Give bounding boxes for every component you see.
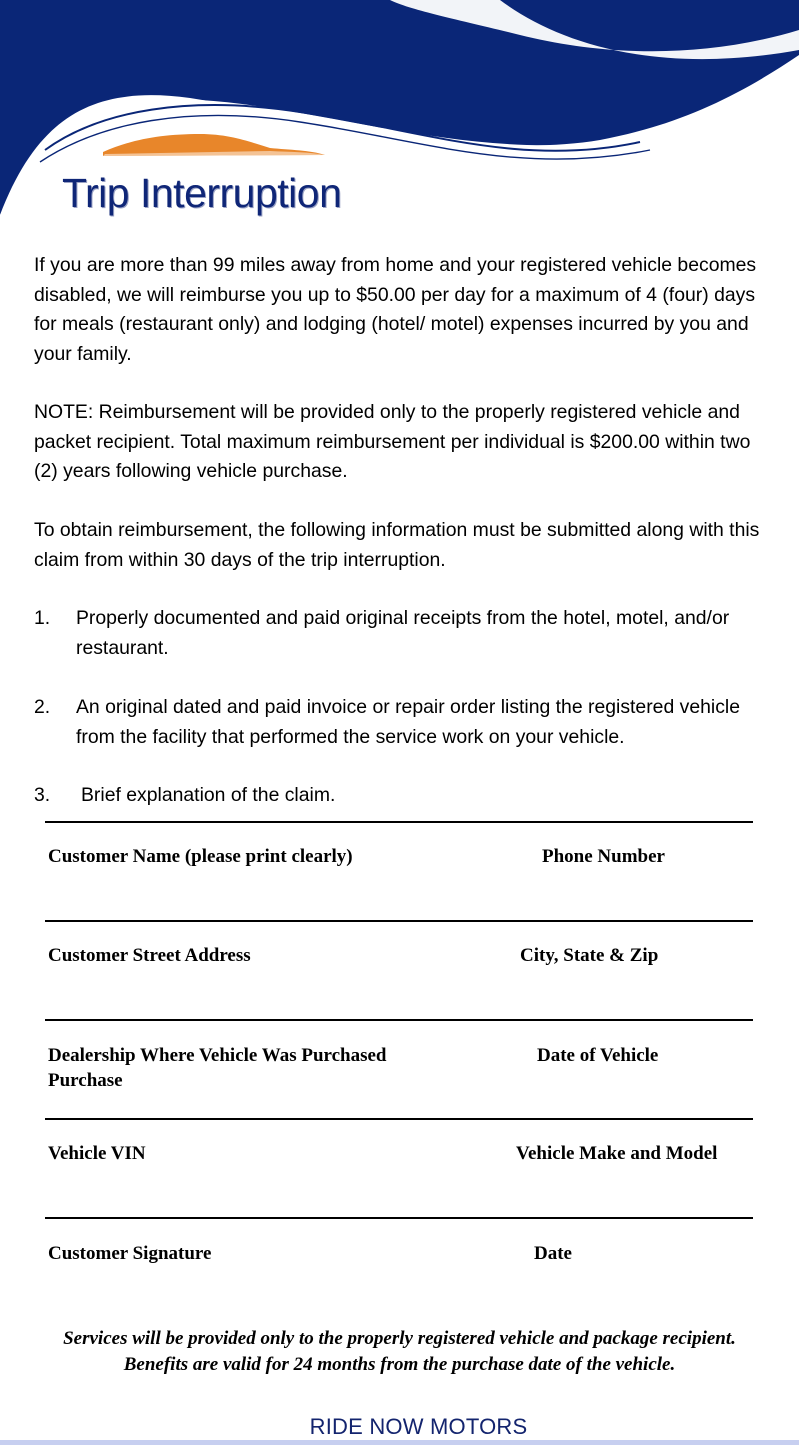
vehicle-vin-label: Vehicle VIN (48, 1143, 146, 1164)
street-address-label: Customer Street Address (48, 945, 251, 966)
dealership-label-cont: Purchase (48, 1070, 123, 1091)
phone-number-label: Phone Number (542, 846, 665, 867)
signature-line-vin[interactable] (45, 1118, 753, 1120)
purchase-date-label: Date of Vehicle (537, 1045, 659, 1066)
signature-line-customer-name[interactable] (45, 821, 753, 823)
footer-line-1: Services will be provided only to the properly registered vehicle and package recipient. (63, 1328, 736, 1349)
date-label: Date (534, 1243, 572, 1264)
instructions-paragraph: To obtain reimbursement, the following information must be submitted along with this claim from within 30 days of the trip interruption. (34, 519, 760, 571)
customer-name-label: Customer Name (please print clearly) (48, 846, 353, 867)
car-logo-icon (103, 134, 325, 156)
list-number: 3. (34, 784, 51, 806)
bottom-bar (0, 1440, 799, 1445)
list-number: 2. (34, 696, 51, 718)
intro-paragraph: If you are more than 99 miles away from home and your registered vehicle becomes disabled, we will reimburse you up to $50.00 per day for a maximum of 4 (four) days for meals (restaurant only) and lodging (hotel/ motel) expenses incurred by you and your family. (34, 254, 757, 365)
signature-line-dealership[interactable] (45, 1019, 753, 1021)
dealership-label: Dealership Where Vehicle Was Purchased (48, 1045, 387, 1066)
list-text: Brief explanation of the claim. (81, 784, 336, 806)
signature-line-signature[interactable] (45, 1217, 753, 1219)
page-title: Trip Interruption (62, 170, 342, 216)
footer-line-2: Benefits are valid for 24 months from the purchase date of the vehicle. (123, 1353, 676, 1375)
list-text: Properly documented and paid original receipts from the hotel, motel, and/or restaurant. (76, 607, 730, 659)
city-state-zip-label: City, State & Zip (520, 945, 659, 966)
list-number: 1. (34, 607, 51, 629)
note-paragraph: NOTE: Reimbursement will be provided only to the properly registered vehicle and packet recipient. Total maximum reimbursement per individual is $200.00 within two (2) years following vehicle purchase. (34, 401, 751, 483)
brand-name: RIDE NOW MOTORS (309, 1414, 528, 1439)
customer-signature-label: Customer Signature (48, 1243, 212, 1264)
make-model-label: Vehicle Make and Model (516, 1143, 718, 1164)
footer-note (0, 1326, 799, 1377)
list-text: An original dated and paid invoice or repair order listing the registered vehicle from the facility that performed the service work on your vehicle. (76, 696, 740, 748)
signature-line-address[interactable] (45, 920, 753, 922)
